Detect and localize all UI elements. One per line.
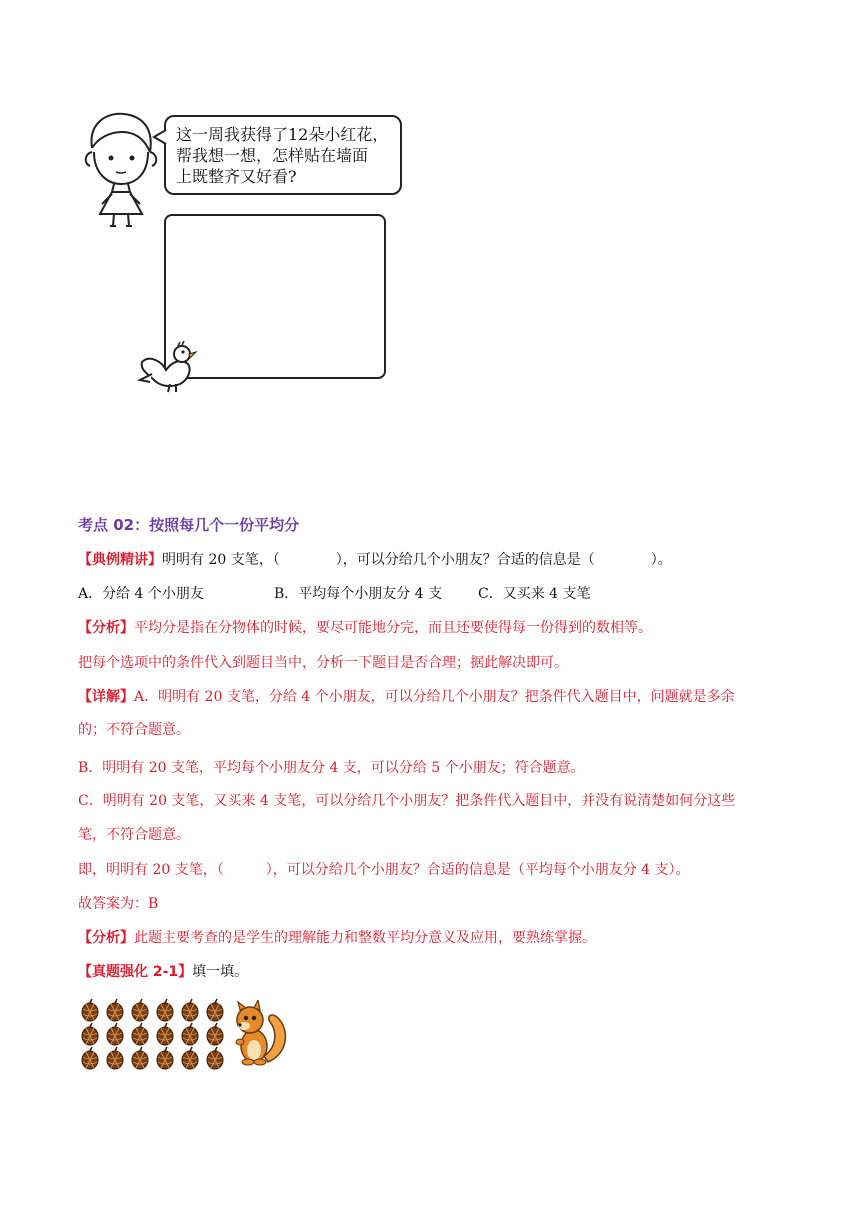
pinecone-icon <box>207 1047 223 1069</box>
pinecone-icon <box>107 1047 123 1069</box>
speech-line: 上既整齐又好看? <box>176 167 297 186</box>
detail-b-line: B．明明有 20 支笔，平均每个小朋友分 4 支，可以分给 5 个小朋友；符合题意。 <box>78 760 585 776</box>
speech-line: 帮我想一想，怎样贴在墙面 <box>176 146 369 165</box>
practice-text: 填一填。 <box>192 964 249 980</box>
pinecone-grid <box>80 998 230 1070</box>
detail-c-line2: 笔，不符合题意。 <box>78 827 190 843</box>
speech-text <box>176 124 404 187</box>
detail-paragraph <box>78 686 735 706</box>
detail-summary: 即，明明有 20 支笔，（ ），可以分给几个小朋友？合适的信息是（平均每个小朋友分 4 支）。 <box>78 862 690 878</box>
pinecone-icon <box>132 999 148 1021</box>
girl-illustration <box>78 108 166 230</box>
pinecone-icon <box>157 1047 173 1069</box>
example-question <box>78 549 672 569</box>
detail-answer: 故答案为：B <box>78 896 159 912</box>
pinecone-icon <box>207 1023 223 1045</box>
speech-line: 这一周我获得了12朵小红花， <box>176 125 389 144</box>
detail-tag: 【详解】 <box>78 689 134 705</box>
pinecone-icon <box>132 1023 148 1045</box>
analysis-text-2: 把每个选项中的条件代入到题目当中，分析一下题目是否合理；据此解决即可。 <box>78 655 568 671</box>
option-a: A．分给 4 个小朋友 <box>78 586 204 602</box>
pinecone-icon <box>207 999 223 1021</box>
practice-tag: 【真题强化 2-1】 <box>78 964 193 980</box>
pinecone-icon <box>157 999 173 1021</box>
analysis-2-tag: 【分析】 <box>78 930 134 946</box>
detail-a-line1: A．明明有 20 支笔，分给 4 个小朋友，可以分给几个小朋友？把条件代入题目中，问题就是多余 <box>134 689 735 705</box>
pinecone-icon <box>157 1023 173 1045</box>
pinecone-icon <box>107 999 123 1021</box>
pinecone-icon <box>182 1023 198 1045</box>
pinecone-icon <box>182 999 198 1021</box>
example-question-text: 明明有 20 支笔，（ ），可以分给几个小朋友？合适的信息是（ ）。 <box>162 552 672 568</box>
pinecone-icon <box>82 999 98 1021</box>
option-b: B．平均每个小朋友分 4 支 <box>274 586 443 602</box>
pinecone-icon <box>82 1047 98 1069</box>
analysis-text: 平均分是指在分物体的时候，要尽可能地分完，而且还要使得每一份得到的数相等。 <box>134 620 652 636</box>
speech-bubble-tail <box>152 128 168 146</box>
squirrel-icon <box>230 1000 288 1068</box>
pinecone-icon <box>107 1023 123 1045</box>
pinecone-icon <box>82 1023 98 1045</box>
pinecone-icon <box>132 1047 148 1069</box>
section-title: 考点 02：按照每几个一份平均分 <box>78 516 300 534</box>
bird-icon <box>136 340 202 394</box>
detail-c-line1: C．明明有 20 支笔，又买来 4 支笔，可以分给几个小朋友？把条件代入题目中，并没有说清楚如何分这些 <box>78 793 736 809</box>
detail-a-line2: 的；不符合题意。 <box>78 722 190 738</box>
example-tag: 【典例精讲】 <box>78 552 162 568</box>
option-c: C．又买来 4 支笔 <box>478 586 591 602</box>
analysis-2-paragraph <box>78 927 596 947</box>
analysis-paragraph <box>78 617 652 637</box>
analysis-tag: 【分析】 <box>78 620 134 636</box>
pinecone-icon <box>182 1047 198 1069</box>
practice-line <box>78 961 248 981</box>
analysis-2-text: 此题主要考查的是学生的理解能力和整数平均分意义及应用，要熟练掌握。 <box>134 930 596 946</box>
